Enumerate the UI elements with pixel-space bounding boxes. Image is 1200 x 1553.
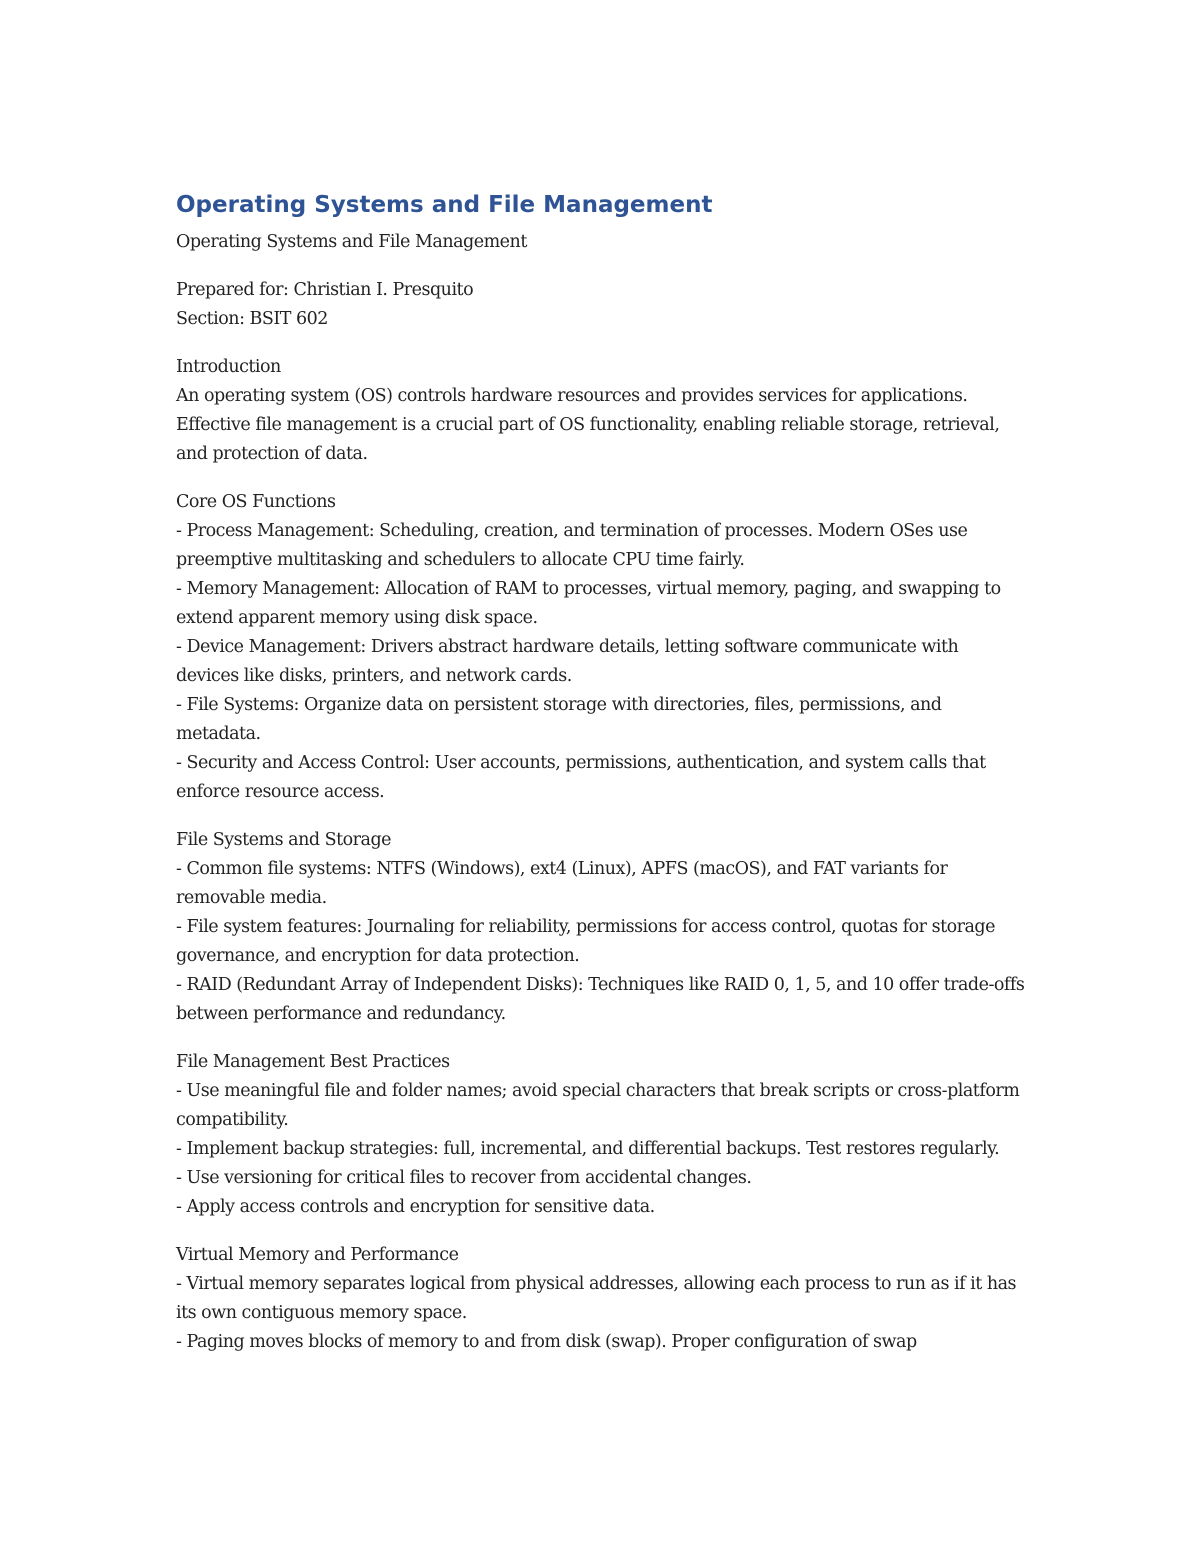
file-systems-list xyxy=(176,855,1026,1029)
list-item: - Memory Management: Allocation of RAM to processes, virtual memory, paging, and swapping to extend apparent memory using disk space. xyxy=(176,579,1001,628)
core-os-section xyxy=(176,488,1026,807)
core-os-heading: Core OS Functions xyxy=(176,492,336,512)
introduction-body: An operating system (OS) controls hardware resources and provides services for applications. Effective file management is a crucial part of OS functionality, enabling reliable storage, retrieval, and protection of data. xyxy=(176,386,1000,464)
list-item: - Apply access controls and encryption for sensitive data. xyxy=(176,1197,655,1217)
document-subtitle xyxy=(176,228,1026,257)
virtual-memory-heading: Virtual Memory and Performance xyxy=(176,1245,459,1265)
virtual-memory-list xyxy=(176,1270,1026,1357)
list-item: - Implement backup strategies: full, incremental, and differential backups. Test restores regularly. xyxy=(176,1139,1000,1159)
list-item: - Use versioning for critical files to recover from accidental changes. xyxy=(176,1168,752,1188)
list-item: - Device Management: Drivers abstract hardware details, letting software communicate with devices like disks, printers, and network cards. xyxy=(176,637,959,686)
list-item: - Common file systems: NTFS (Windows), ext4 (Linux), APFS (macOS), and FAT variants for removable media. xyxy=(176,859,948,908)
virtual-memory-section xyxy=(176,1241,1026,1357)
document-page xyxy=(176,188,1026,1376)
section-label: Section: BSIT 602 xyxy=(176,309,328,329)
list-item: - Use meaningful file and folder names; avoid special characters that break scripts or cross-platform compatibility. xyxy=(176,1081,1020,1130)
list-item: - RAID (Redundant Array of Independent Disks): Techniques like RAID 0, 1, 5, and 10 offer trade-offs between performance and redundancy. xyxy=(176,975,1025,1024)
best-practices-section xyxy=(176,1048,1026,1222)
list-item: - Virtual memory separates logical from physical addresses, allowing each process to run as if it has its own contiguous memory space. xyxy=(176,1274,1017,1323)
introduction-heading: Introduction xyxy=(176,357,281,377)
subtitle-text: Operating Systems and File Management xyxy=(176,232,527,252)
list-item: - Process Management: Scheduling, creation, and termination of processes. Modern OSes use preemptive multitasking and schedulers to allocate CPU time fairly. xyxy=(176,521,968,570)
prepared-for: Prepared for: Christian I. Presquito xyxy=(176,280,474,300)
document-meta xyxy=(176,276,1026,334)
list-item: - File Systems: Organize data on persistent storage with directories, files, permissions, and metadata. xyxy=(176,695,942,744)
file-systems-section xyxy=(176,826,1026,1029)
best-practices-heading: File Management Best Practices xyxy=(176,1052,450,1072)
list-item: - Paging moves blocks of memory to and from disk (swap). Proper configuration of swap xyxy=(176,1332,917,1352)
file-systems-heading: File Systems and Storage xyxy=(176,830,392,850)
list-item: - Security and Access Control: User accounts, permissions, authentication, and system calls that enforce resource access. xyxy=(176,753,986,802)
introduction-section xyxy=(176,353,1026,469)
core-os-list xyxy=(176,517,1026,807)
best-practices-list xyxy=(176,1077,1026,1222)
list-item: - File system features: Journaling for reliability, permissions for access control, quotas for storage governance, and encryption for data protection. xyxy=(176,917,995,966)
document-title: Operating Systems and File Management xyxy=(176,192,713,218)
